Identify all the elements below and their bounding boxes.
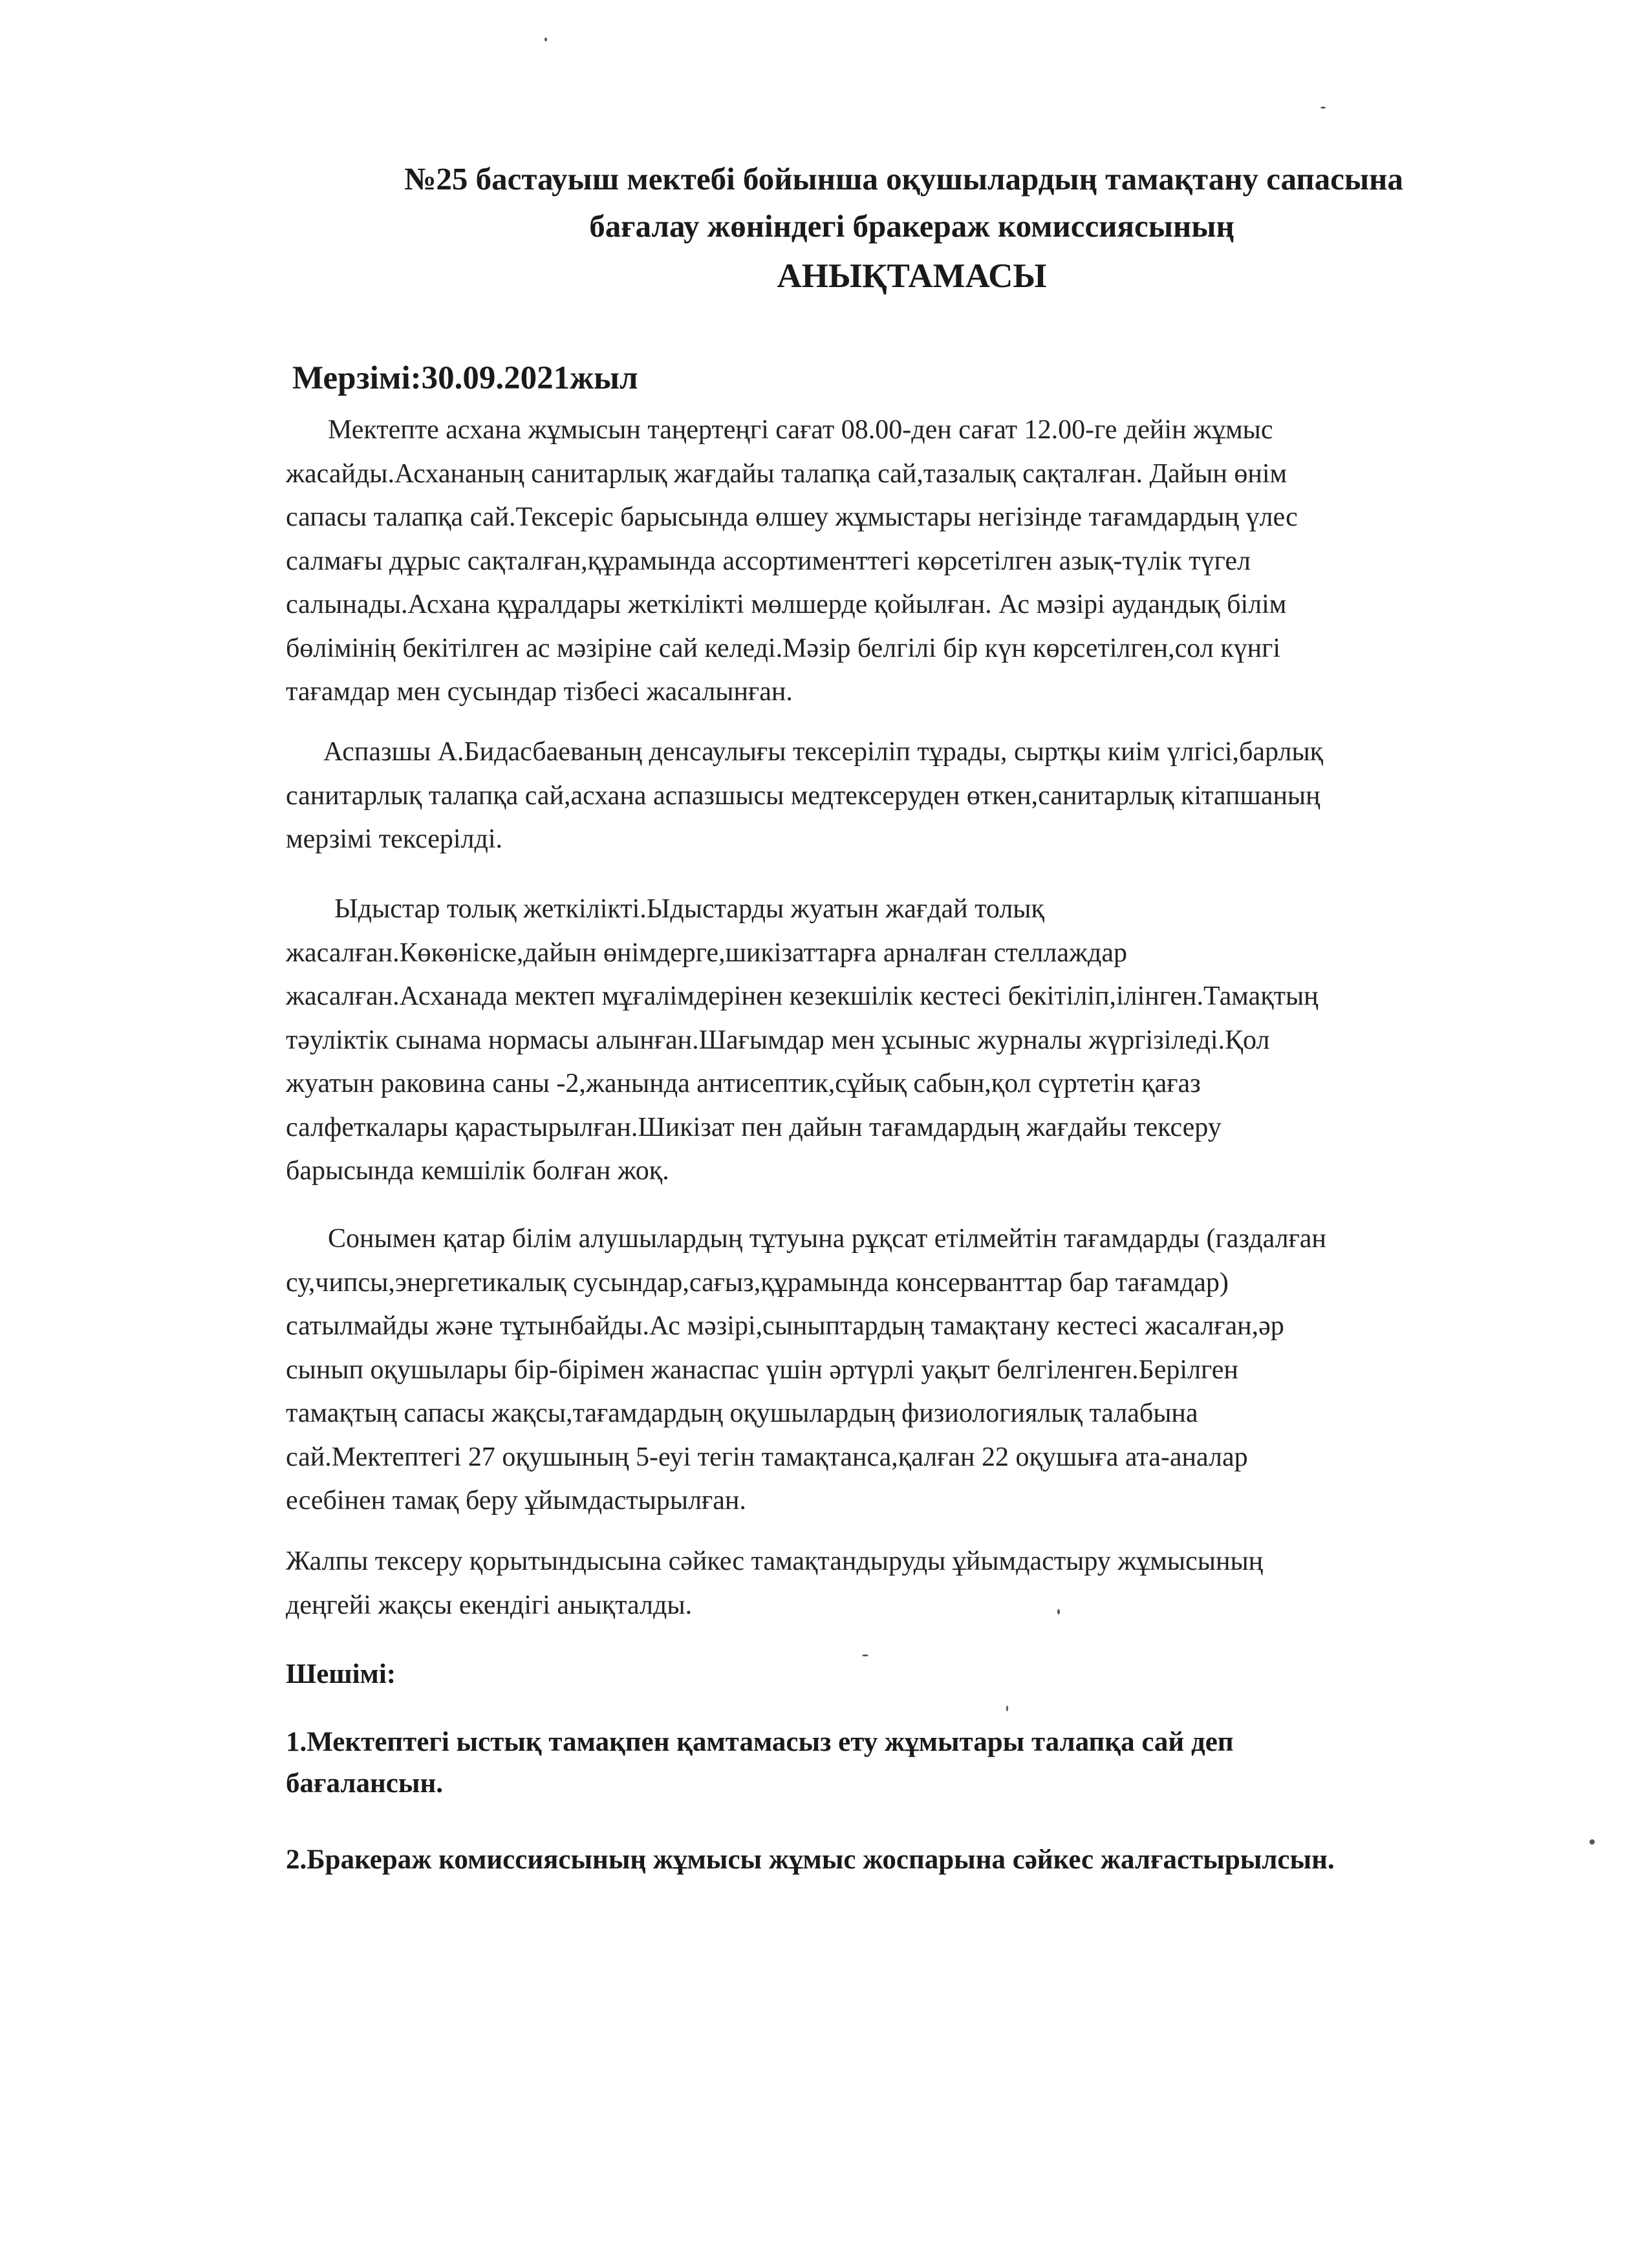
- paragraph-line: есебінен тамақ беру ұйымдастырылған.: [286, 1486, 746, 1515]
- paragraph-line: тамақтың сапасы жақсы,тағамдардың оқушылардың физиологиялық талабына: [286, 1398, 1198, 1428]
- document-title: [0, 155, 1649, 303]
- paragraph-line: салмағы дұрыс сақталған,құрамында ассортименттегі көрсетілген азық-түлік түгел: [286, 546, 1251, 576]
- document-date: Мерзімі:30.09.2021жыл: [292, 360, 638, 396]
- paragraph-line: сатылмайды және тұтынбайды.Ас мәзірі,сыныптардың тамақтану кестесі жасалған,әр: [286, 1311, 1284, 1341]
- decision-line: 2.Бракераж комиссиясының жұмысы жұмыс жоспарына сәйкес жалғастырылсын.: [286, 1845, 1335, 1875]
- decision-heading: Шешімі:: [286, 1659, 396, 1689]
- paragraph-5: [286, 1540, 1618, 1627]
- paragraph-line: тәуліктік сынама нормасы алынған.Шағымдар мен ұсыныс журналы жүргізіледі.Қол: [286, 1025, 1270, 1055]
- decision-line: 1.Мектептегі ыстық тамақпен қамтамасыз ету жұмытары талапқа сай деп: [286, 1727, 1234, 1757]
- paragraph-4: [286, 1217, 1618, 1523]
- paragraph-line: жуатын раковина саны -2,жанында антисептик,сұйық сабын,қол сүртетін қағаз: [286, 1069, 1201, 1098]
- paragraph-line: жасалған.Асханада мектеп мұғалімдерінен кезекшілік кестесі бекітіліп,ілінген.Тамақтың: [286, 981, 1319, 1011]
- paragraph-3: [286, 888, 1618, 1193]
- title-line-2: бағалау жөніндегі бракераж комиссиясының: [589, 208, 1234, 244]
- paragraph-line: жасайды.Асхананың санитарлық жағдайы талапқа сай,тазалық сақталған. Дайын өнім: [286, 458, 1288, 489]
- scan-speck: [1006, 1706, 1008, 1711]
- paragraph-line: барысында кемшілік болған жоқ.: [286, 1156, 669, 1186]
- paragraph-line: сынып оқушылары бір-бірімен жанаспас үшін әртүрлі уақыт белгіленген.Берілген: [286, 1354, 1238, 1385]
- paragraph-line: Сонымен қатар білім алушылардың тұтуына рұқсат етілмейтін тағамдарды (газдалған: [328, 1224, 1326, 1254]
- decision-line: бағалансын.: [286, 1768, 443, 1799]
- paragraph-line: жасалған.Көкөніске,дайын өнімдерге,шикізаттарға арналған стеллаждар: [286, 937, 1127, 968]
- paragraph-line: деңгейі жақсы екендігі анықталды.: [286, 1590, 693, 1620]
- decision-item-2: [286, 1839, 1618, 1881]
- decision-item-1: [286, 1722, 1618, 1804]
- paragraph-line: сай.Мектептегі 27 оқушының 5-еуі тегін тамақтанса,қалған 22 оқушыға ата-аналар: [286, 1442, 1248, 1472]
- paragraph-line: Аспазшы А.Бидасбаеваның денсаулығы тексеріліп тұрады, сыртқы киім үлгісі,барлық: [323, 737, 1324, 767]
- scan-speck: [544, 37, 547, 41]
- paragraph-line: су,чипсы,энергетикалық сусындар,сағыз,құрамында консерванттар бар тағамдар): [286, 1267, 1229, 1298]
- paragraph-line: бөлімінің бекітілген ас мәзіріне сай келеді.Мәзір белгілі бір күн көрсетілген,сол күнгі: [286, 633, 1280, 663]
- paragraph-line: мерзімі тексерілді.: [286, 824, 503, 854]
- paragraph-line: салынады.Асхана құралдары жеткілікті мөлшерде қойылған. Ас мәзірі аудандық білім: [286, 590, 1287, 619]
- paragraph-line: Ыдыстар толық жеткілікті.Ыдыстарды жуатын жағдай толық: [334, 894, 1044, 924]
- paragraph-line: Жалпы тексеру қорытындысына сәйкес тамақтандыруды ұйымдастыру жұмысының: [286, 1546, 1264, 1576]
- paragraph-line: сапасы талапқа сай.Тексеріс барысында өлшеу жұмыстары негізінде тағамдардың үлес: [286, 502, 1298, 532]
- title-line-3: АНЫҚТАМАСЫ: [777, 257, 1047, 295]
- paragraph-line: тағамдар мен сусындар тізбесі жасалынған.: [286, 677, 793, 707]
- title-line-1: №25 бастауыш мектебі бойынша оқушылардың тамақтану сапасына: [404, 161, 1403, 197]
- paragraph-1: [286, 409, 1618, 714]
- scan-speck: [862, 1654, 868, 1656]
- scan-speck: [1320, 107, 1326, 109]
- paragraph-line: Мектепте асхана жұмысын таңертеңгі сағат 08.00-ден сағат 12.00-ге дейін жұмыс: [328, 415, 1273, 445]
- paragraph-2: [286, 731, 1618, 862]
- paragraph-line: санитарлық талапқа сай,асхана аспазшысы медтексеруден өткен,санитарлық кітапшаның: [286, 780, 1320, 811]
- paragraph-line: салфеткалары қарастырылған.Шикізат пен дайын тағамдардың жағдайы тексеру: [286, 1112, 1222, 1142]
